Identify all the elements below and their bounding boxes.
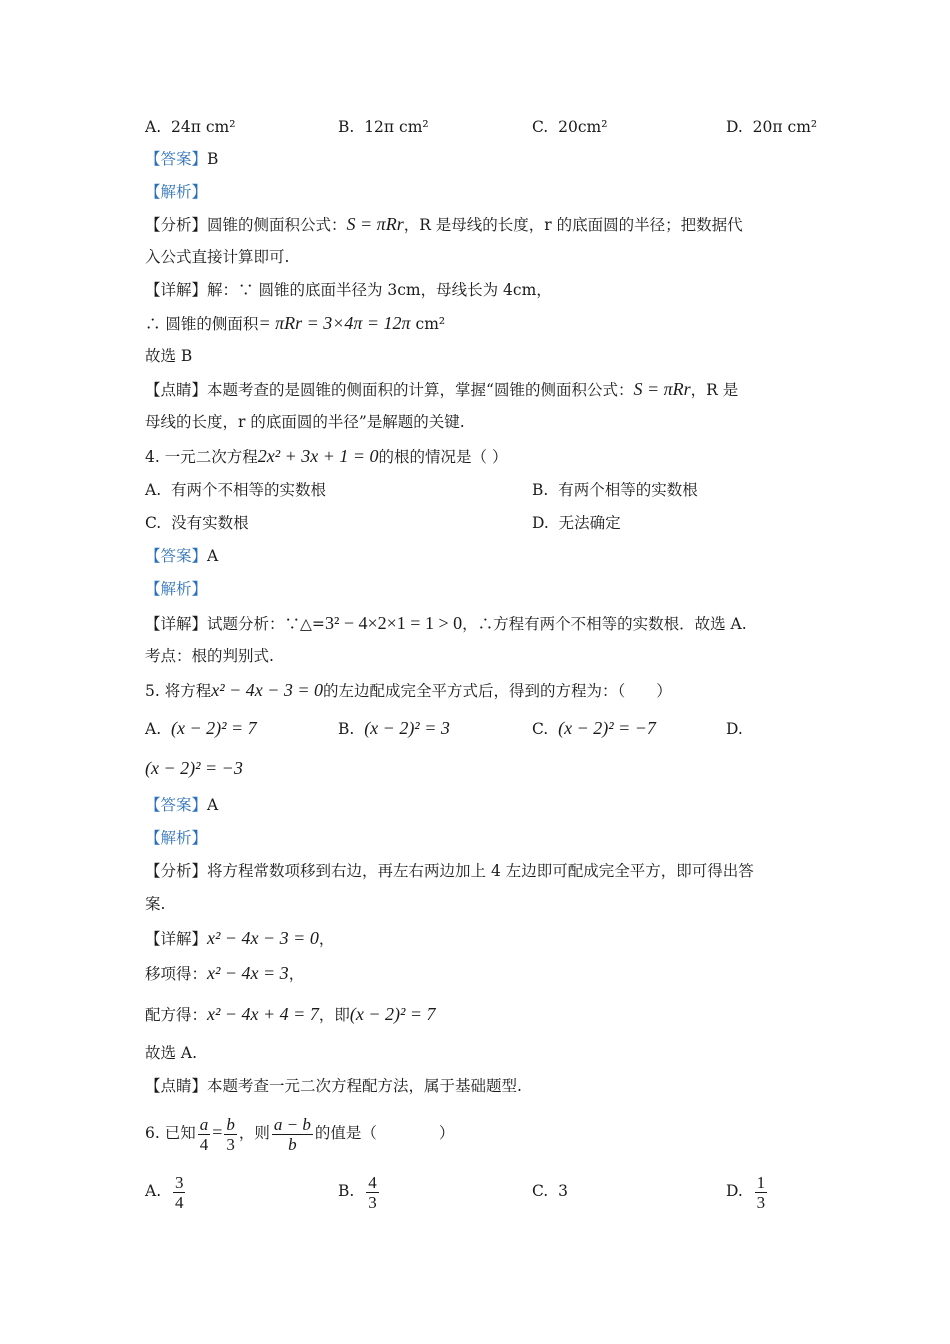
answer-value: A — [207, 796, 219, 814]
formula: x² − 4x − 3 = 0 — [211, 680, 324, 700]
formula: 3² − 4×2×1 = 1 > 0 — [324, 613, 463, 633]
q6-option-d — [726, 1170, 769, 1212]
fraction-denominator: 3 — [226, 1134, 235, 1154]
q3-option-c — [532, 117, 607, 137]
option-text: 没有实数根 — [171, 514, 249, 532]
dianjing-text: 本题考查的是圆锥的侧面积的计算，掌握“圆锥的侧面积公式： — [207, 381, 634, 399]
option-formula: (x − 2)² = 7 — [170, 718, 257, 738]
fraction-b-over-3 — [224, 1115, 237, 1154]
xiangjie-text: 试题分析：∵△= — [207, 615, 325, 633]
equals-sign: = — [212, 1122, 223, 1142]
option-label: A. — [145, 118, 162, 136]
question-text: 5. 将方程 — [145, 682, 212, 700]
option-label: B. — [338, 720, 355, 738]
fenxi-tag: 【分析】 — [145, 862, 208, 880]
xiangjie-tag: 【详解】 — [145, 615, 208, 633]
step-label: 配方得： — [145, 1006, 208, 1024]
q5-fenxi — [145, 861, 754, 881]
formula: S = πRr — [633, 379, 691, 399]
option-label: A. — [145, 720, 162, 738]
answer-tag: 【答案】 — [145, 547, 208, 565]
punct: ， — [318, 930, 335, 948]
option-text: 有两个相等的实数根 — [558, 481, 698, 499]
question-text: 4. 一元二次方程 — [145, 448, 258, 466]
analysis-tag: 【解析】 — [145, 829, 208, 847]
option-value: 20 — [558, 118, 578, 136]
xiangjie-text: ，∴方程有两个不相等的实数根．故选 A. — [462, 615, 747, 633]
q4-stem — [145, 446, 507, 467]
q6-stem — [145, 1112, 454, 1154]
option-label: C. — [145, 514, 162, 532]
dianjing-text: 本题考查一元二次方程配方法，属于基础题型. — [207, 1077, 522, 1095]
formula: x² − 4x − 3 = 0 — [207, 928, 319, 948]
step-label: 移项得： — [145, 965, 208, 983]
q5-option-c — [532, 718, 656, 739]
q4-option-d — [532, 513, 621, 533]
option-unit: cm² — [399, 118, 429, 136]
fraction-denominator: 4 — [174, 1192, 184, 1212]
dianjing-text: 母线的长度，r 的底面圆的半径”是解题的关键. — [145, 413, 465, 431]
q6-option-a — [145, 1170, 187, 1212]
xiangjie-text: ∴ 圆锥的侧面积 — [145, 315, 259, 333]
option-fraction — [173, 1173, 186, 1212]
q3-option-b — [338, 117, 429, 137]
dianjing-tag: 【点睛】 — [145, 381, 208, 399]
analysis-tag: 【解析】 — [145, 183, 208, 201]
option-fraction — [755, 1173, 768, 1212]
question-text: ，则 — [238, 1124, 270, 1142]
q5-answer — [145, 795, 218, 815]
unit: cm² — [415, 315, 446, 333]
q4-xiangjie — [145, 613, 747, 634]
fraction-denominator: 3 — [756, 1192, 766, 1212]
q4-answer — [145, 546, 218, 566]
q4-option-a — [145, 480, 326, 500]
fraction-numerator: a — [199, 1114, 209, 1134]
conclusion-text: 故选 B — [145, 347, 193, 365]
question-text: 的左边配成完全平方式后，得到的方程为：（ ） — [323, 682, 672, 700]
fenxi-text: 圆锥的侧面积公式： — [207, 216, 347, 234]
answer-value: B — [207, 150, 219, 168]
q3-xiangjie-formula — [145, 313, 445, 334]
q5-option-b — [338, 718, 450, 739]
fraction-numerator: 1 — [756, 1172, 766, 1192]
option-value: 20π — [752, 118, 783, 136]
q5-fenxi-cont — [145, 894, 165, 914]
q3-xiangjie — [145, 280, 552, 300]
fraction-numerator: 4 — [368, 1172, 377, 1192]
q3-answer — [145, 149, 218, 169]
option-label: D. — [532, 514, 549, 532]
option-label: D. — [726, 118, 743, 136]
q5-conclusion — [145, 1043, 197, 1063]
fenxi-text: 将方程常数项移到右边，再左右两边加上 4 左边即可配成完全平方，即可得出答 — [207, 862, 754, 880]
option-label: B. — [532, 481, 549, 499]
question-text: 的根的情况是（ ） — [378, 448, 508, 466]
q3-option-a — [145, 117, 235, 137]
option-formula: (x − 2)² = −7 — [558, 718, 656, 738]
q4-option-b — [532, 480, 698, 500]
option-label: B. — [338, 118, 355, 136]
option-unit: cm² — [787, 118, 818, 136]
q4-kaodian — [145, 646, 274, 666]
option-unit: cm² — [205, 118, 236, 136]
q4-option-c — [145, 513, 249, 533]
q3-fenxi — [145, 214, 743, 235]
q4-analysis-heading — [145, 579, 207, 599]
option-label: C. — [532, 118, 549, 136]
formula: (x − 2)² = 7 — [349, 1004, 436, 1024]
option-value: 24π — [170, 118, 201, 136]
fraction-numerator: b — [226, 1114, 235, 1134]
option-text: 有两个不相等的实数根 — [170, 481, 326, 499]
answer-value: A — [207, 547, 219, 565]
punct: ， — [288, 965, 305, 983]
formula: x² − 4x + 4 = 7 — [207, 1004, 319, 1024]
option-label: D. — [726, 1182, 743, 1200]
q3-dianjing-cont — [145, 412, 465, 432]
option-label: A. — [145, 481, 162, 499]
option-text: 3 — [558, 1182, 568, 1200]
question-text: 6. 已知 — [145, 1124, 196, 1142]
option-label: C. — [532, 1182, 549, 1200]
fraction-a-minus-b-over-b — [272, 1115, 313, 1154]
q3-analysis-heading — [145, 182, 207, 202]
fenxi-text: 案. — [145, 895, 166, 913]
kaodian-text: 考点：根的判别式. — [145, 647, 274, 665]
q5-step3 — [145, 1004, 436, 1025]
q5-dianjing — [145, 1076, 522, 1096]
formula: = πRr = 3×4π = 12π — [258, 313, 411, 333]
q5-option-d-text — [145, 758, 243, 779]
option-label: A. — [145, 1182, 162, 1200]
xiangjie-tag: 【详解】 — [145, 930, 208, 948]
fraction-numerator: a − b — [273, 1114, 311, 1134]
q6-option-c — [532, 1181, 568, 1201]
fraction-a-over-4 — [198, 1115, 211, 1154]
step-text: ，即 — [318, 1006, 350, 1024]
q5-xiangjie — [145, 928, 334, 949]
q3-option-d — [726, 117, 817, 137]
xiangjie-tag: 【详解】 — [145, 281, 208, 299]
q6-option-b — [338, 1170, 381, 1212]
option-fraction — [366, 1173, 379, 1212]
dianjing-text: ，R 是 — [690, 381, 739, 399]
fenxi-text: 入公式直接计算即可. — [145, 248, 290, 266]
q3-fenxi-cont — [145, 247, 289, 267]
q3-conclusion — [145, 346, 192, 366]
q5-option-d — [726, 719, 743, 739]
fraction-denominator: b — [288, 1134, 297, 1154]
q5-analysis-heading — [145, 828, 207, 848]
dianjing-tag: 【点睛】 — [145, 1077, 208, 1095]
question-text: 的值是（ ） — [314, 1124, 455, 1142]
fraction-denominator: 3 — [368, 1192, 377, 1212]
answer-tag: 【答案】 — [145, 796, 208, 814]
formula: x² − 4x = 3 — [207, 963, 289, 983]
option-label: D. — [726, 720, 743, 738]
option-label: C. — [532, 720, 549, 738]
q3-dianjing — [145, 379, 738, 400]
option-text: 无法确定 — [558, 514, 621, 532]
q5-step2 — [145, 963, 304, 984]
fraction-denominator: 4 — [199, 1134, 209, 1154]
answer-tag: 【答案】 — [145, 150, 208, 168]
option-value: 12π — [364, 118, 395, 136]
option-unit: cm² — [577, 118, 608, 136]
xiangjie-text: 解：∵ 圆锥的底面半径为 3cm，母线长为 4cm， — [207, 281, 552, 299]
formula: 2x² + 3x + 1 = 0 — [257, 446, 379, 466]
option-formula: (x − 2)² = 3 — [364, 718, 450, 738]
fraction-numerator: 3 — [174, 1172, 184, 1192]
q5-option-a — [145, 718, 257, 739]
q5-stem — [145, 680, 672, 701]
option-label: B. — [338, 1182, 355, 1200]
analysis-tag: 【解析】 — [145, 580, 208, 598]
option-formula: (x − 2)² = −3 — [145, 758, 243, 778]
formula: S = πRr — [346, 214, 404, 234]
conclusion-text: 故选 A. — [145, 1044, 198, 1062]
fenxi-tag: 【分析】 — [145, 216, 208, 234]
fenxi-text: ，R 是母线的长度，r 的底面圆的半径；把数据代 — [403, 216, 743, 234]
